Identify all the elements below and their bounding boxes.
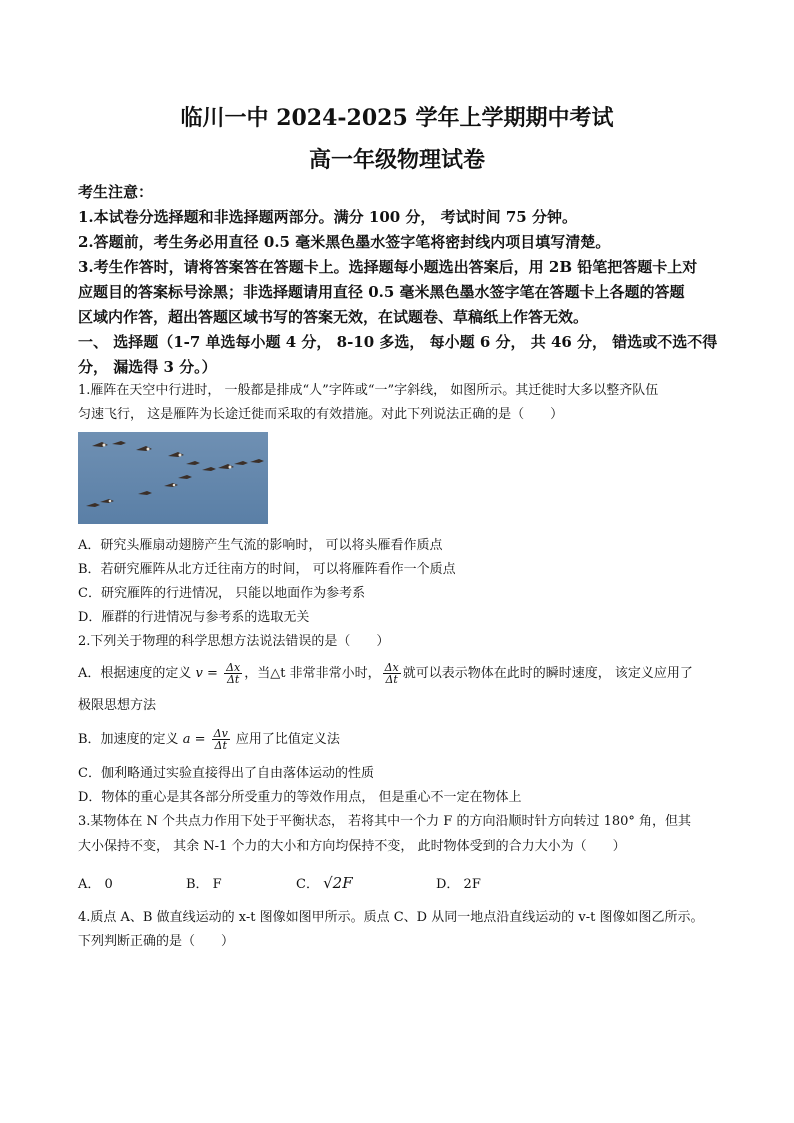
q2-option-b[interactable]: [78, 728, 726, 751]
q4-stem-line-2: 下列判断正确的是（ ）: [78, 934, 235, 949]
q2-option-a[interactable]: [78, 662, 726, 685]
notice-item-1: 1.本试卷分选择题和非选择题两部分。满分 100 分， 考试时间 75 分钟。: [78, 208, 577, 226]
q2-option-a-prefix: A．根据速度的定义: [78, 666, 196, 681]
q2-option-b-prefix: B．加速度的定义: [78, 732, 183, 747]
fraction-denominator: Δt: [214, 739, 227, 752]
exam-title: 临川一中 2024-2025 学年上学期期中考试: [180, 105, 614, 131]
velocity-symbol: v: [195, 666, 203, 681]
equals-sign: =: [202, 666, 223, 681]
q1-option-b[interactable]: B．若研究雁阵从北方迁往南方的时间， 可以将雁阵看作一个质点: [78, 562, 456, 577]
notice-item-3-line-2: 应题目的答案标号涂黑；非选择题请用直径 0.5 毫米黑色墨水签字笔在答题卡上各题的答题: [78, 283, 685, 301]
equals-sign: =: [190, 732, 210, 747]
acceleration-fraction: [212, 728, 230, 751]
q2-option-a-suffix: 就可以表示物体在此时的瞬时速度， 该定义应用了: [402, 666, 693, 681]
fraction-numerator: Δv: [213, 727, 228, 740]
section-heading-line-2: 分， 漏选得 3 分。）: [78, 358, 217, 376]
q1-option-d[interactable]: D．雁群的行进情况与参考系的选取无关: [78, 610, 310, 625]
q2-stem: 2.下列关于物理的科学思想方法说法错误的是（ ）: [78, 634, 390, 649]
velocity-fraction: [224, 662, 242, 685]
q1-option-a[interactable]: A．研究头雁扇动翅膀产生气流的影响时， 可以将头雁看作质点: [78, 538, 443, 553]
q3-option-b[interactable]: B． F: [186, 877, 222, 892]
notice-item-3-line-1: 3.考生作答时，请将答案答在答题卡上。选择题每小题选出答案后，用 2B 铅笔把答题卡上对: [78, 258, 698, 276]
sqrt2-f-formula: √2F: [323, 874, 353, 892]
q3-option-c[interactable]: [296, 873, 353, 892]
q4-stem-line-1: 4.质点 A、B 做直线运动的 x-t 图像如图甲所示。质点 C、D 从同一地点沿直线运动的 v-t 图像如图乙所示。: [78, 910, 704, 925]
q2-option-d[interactable]: D．物体的重心是其各部分所受重力的等效作用点， 但是重心不一定在物体上: [78, 790, 522, 805]
notice-item-3-line-3: 区域内作答，超出答题区域书写的答案无效，在试题卷、草稿纸上作答无效。: [78, 308, 589, 326]
q3-stem-line-2: 大小保持不变， 其余 N-1 个力的大小和方向均保持不变， 此时物体受到的合力大小为（ ）: [78, 839, 626, 854]
acceleration-symbol: a: [182, 732, 191, 747]
section-heading-line-1: 一、 选择题（1-7 单选每小题 4 分， 8-10 多选， 每小题 6 分， 共 46 分， 错选或不选不得: [78, 333, 718, 351]
notice-item-2: 2.答题前，考生务必用直径 0.5 毫米黑色墨水签字笔将密封线内项目填写清楚。: [78, 233, 611, 251]
q3-option-c-label: C．: [296, 877, 319, 892]
geese-formation-photo: [78, 432, 268, 524]
q3-stem-line-1: 3.某物体在 N 个共点力作用下处于平衡状态， 若将其中一个力 F 的方向沿顺时针方向转过 180° 角，但其: [78, 814, 692, 829]
q2-option-a-line-2: 极限思想方法: [78, 698, 157, 713]
notice-heading: 考生注意：: [78, 183, 154, 201]
q2-option-b-suffix: 应用了比值定义法: [231, 732, 340, 747]
q2-option-c[interactable]: C．伽利略通过实验直接得出了自由落体运动的性质: [78, 766, 374, 781]
q2-option-a-middle: ，当△t 非常非常小时，: [244, 666, 381, 681]
velocity-fraction-2: [383, 662, 401, 685]
fraction-denominator: Δt: [226, 673, 240, 686]
q1-stem-line-2: 匀速飞行， 这是雁阵为长途迁徙而采取的有效措施。对此下列说法正确的是（ ）: [78, 407, 564, 422]
exam-subtitle: 高一年级物理试卷: [308, 147, 485, 173]
q1-stem-line-1: 1.雁阵在天空中行进时， 一般都是排成“人”字阵或“一”字斜线， 如图所示。其迁徙时大多以整齐队伍: [78, 383, 659, 398]
q1-option-c[interactable]: C．研究雁阵的行进情况， 只能以地面作为参考系: [78, 586, 366, 601]
q3-option-a[interactable]: A． 0: [78, 877, 113, 892]
q3-option-d[interactable]: D． 2F: [436, 877, 481, 892]
fraction-numerator: Δx: [226, 661, 241, 674]
fraction-denominator: Δt: [385, 673, 398, 686]
fraction-numerator: Δx: [384, 661, 399, 674]
